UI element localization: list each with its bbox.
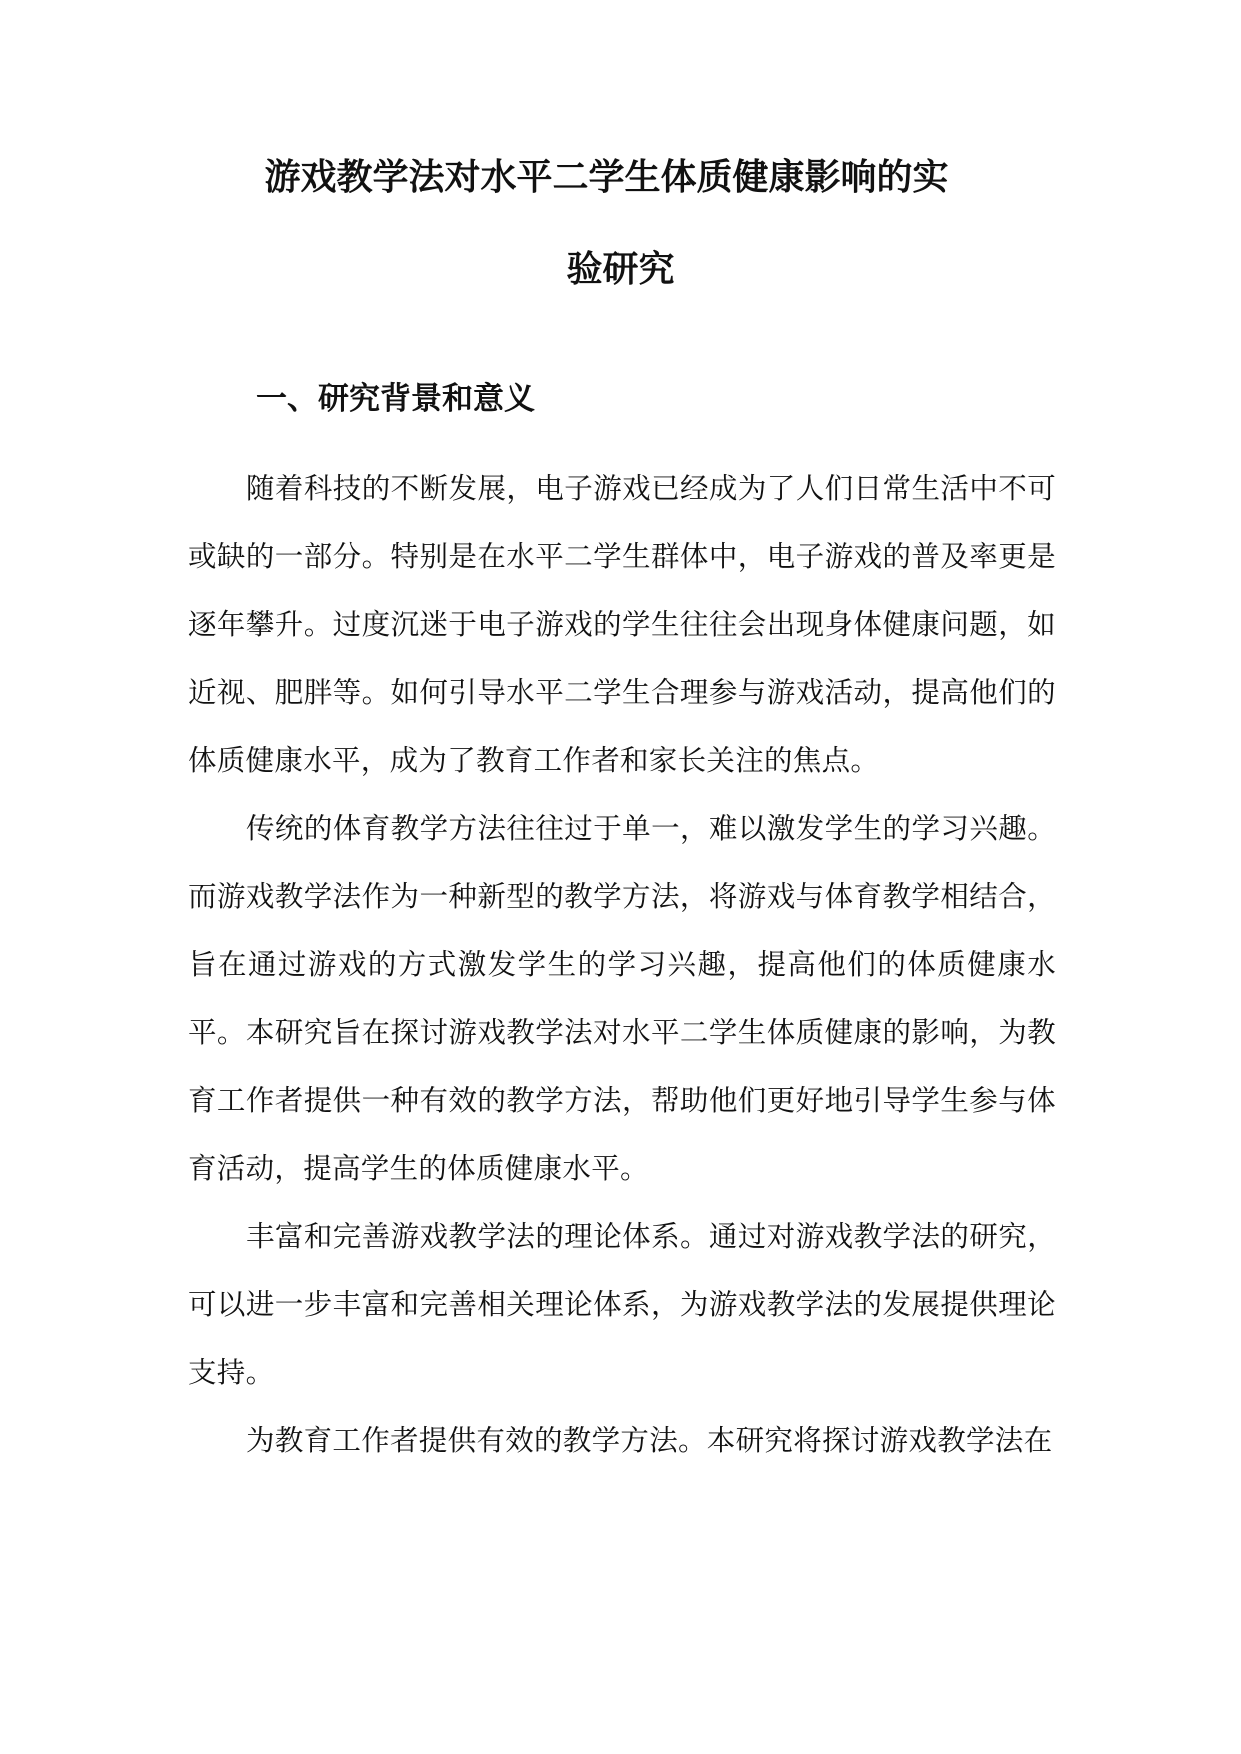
paragraph: 为教育工作者提供有效的教学方法。本研究将探讨游戏教学法在 bbox=[246, 1424, 1053, 1457]
document-title-line-2: 验研究 bbox=[566, 248, 675, 290]
paragraph: 丰富和完善游戏教学法的理论体系。通过对游戏教学法的研究，可以进一步丰富和完善相关理论体系，为游戏教学法的发展提供理论支持。 bbox=[188, 1220, 1056, 1389]
document-body bbox=[188, 455, 1056, 1475]
paragraph: 随着科技的不断发展，电子游戏已经成为了人们日常生活中不可或缺的一部分。特别是在水平二学生群体中，电子游戏的普及率更是逐年攀升。过度沉迷于电子游戏的学生往往会出现身体健康问题，如近视、肥胖等。如何引导水平二学生合理参与游戏活动，提高他们的体质健康水平，成为了教育工作者和家长关注的焦点。 bbox=[188, 472, 1056, 777]
section-heading: 一、研究背景和意义 bbox=[256, 381, 535, 417]
paragraph: 传统的体育教学方法往往过于单一，难以激发学生的学习兴趣。而游戏教学法作为一种新型的教学方法，将游戏与体育教学相结合，旨在通过游戏的方式激发学生的学习兴趣，提高他们的体质健康水平。本研究旨在探讨游戏教学法对水平二学生体质健康的影响，为教育工作者提供一种有效的教学方法，帮助他们更好地引导学生参与体育活动，提高学生的体质健康水平。 bbox=[188, 812, 1056, 1185]
document-title-line-1: 游戏教学法对水平二学生体质健康影响的实 bbox=[264, 156, 949, 198]
